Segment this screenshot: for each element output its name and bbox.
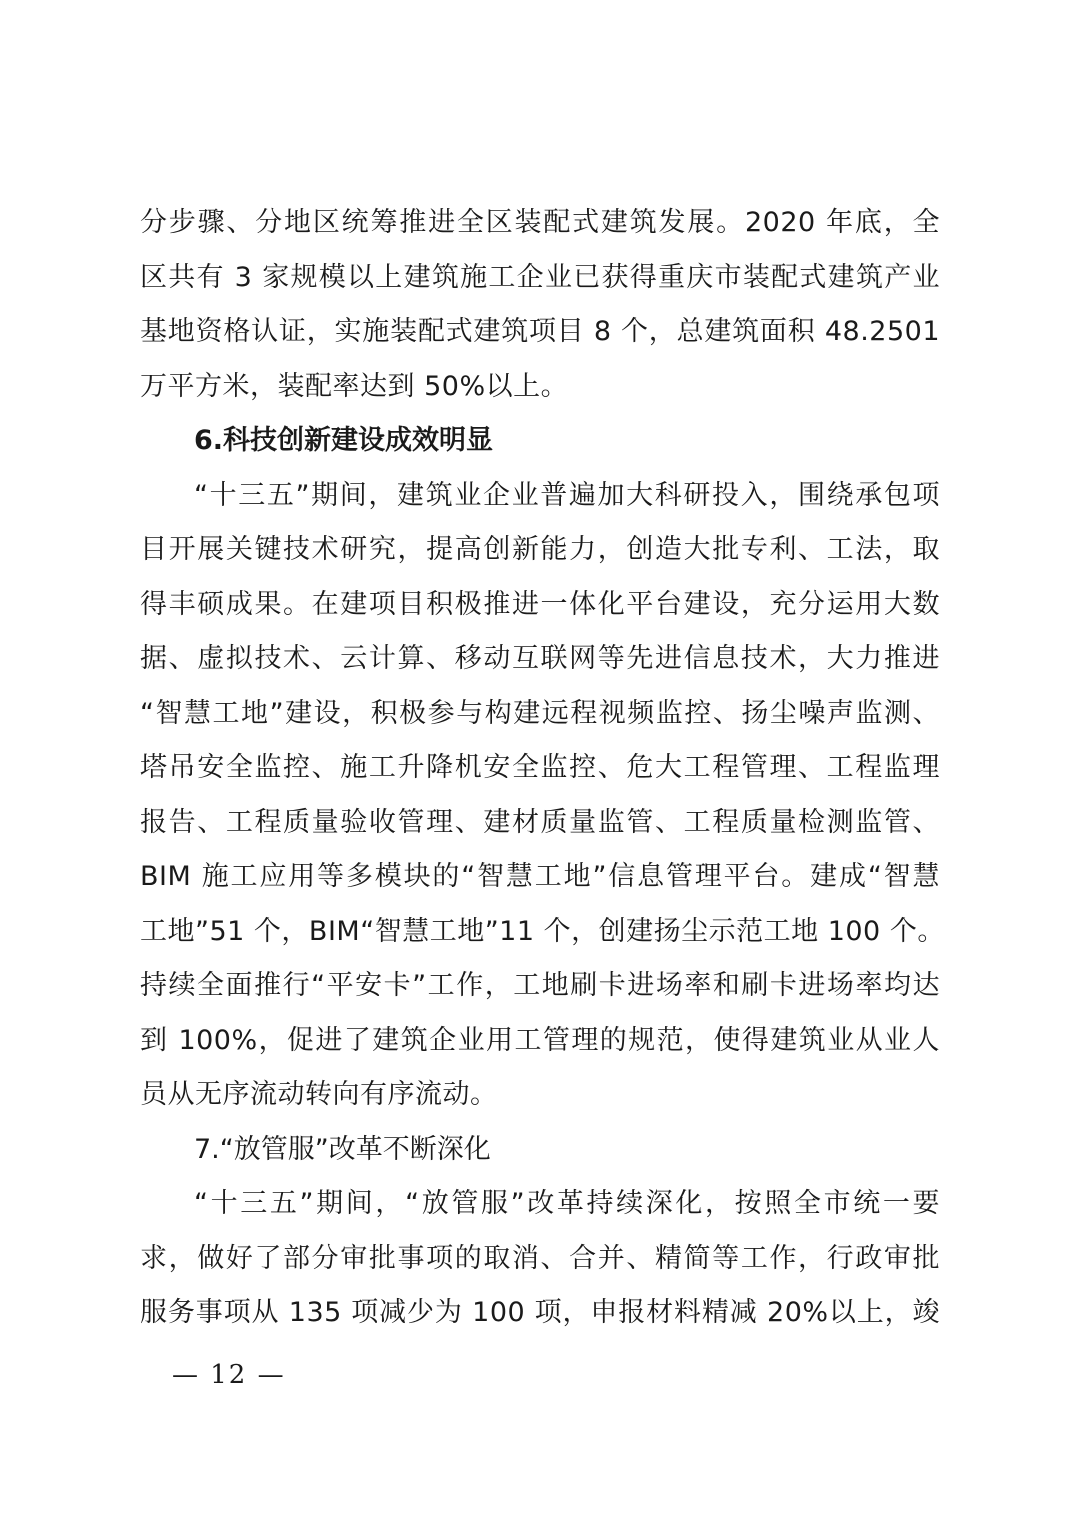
text-line: 求，做好了部分审批事项的取消、合并、精简等工作，行政审批: [140, 1242, 940, 1274]
text-line: 服务事项从 135 项减少为 100 项，申报材料精减 20%以上，竣: [140, 1297, 940, 1328]
text-line: 塔吊安全监控、施工升降机安全监控、危大工程管理、工程监理: [140, 752, 940, 783]
text-line: “十三五”期间，建筑业企业普遍加大科研投入，围绕承包项: [194, 479, 940, 511]
paragraph-tech-innovation: [140, 469, 945, 1123]
text-line: 区共有 3 家规模以上建筑施工企业已获得重庆市装配式建筑产业: [140, 261, 940, 293]
text-line: 得丰硕成果。在建项目积极推进一体化平台建设，充分运用大数: [140, 588, 940, 620]
page-number: — 12 —: [172, 1360, 286, 1390]
text-line: 目开展关键技术研究，提高创新能力，创造大批专利、工法，取: [140, 534, 940, 565]
text-line: 报告、工程质量验收管理、建材质量监管、工程质量检测监管、: [140, 806, 940, 838]
paragraph-assembly-building: [140, 196, 940, 414]
section-heading-6: 6.科技创新建设成效明显: [194, 425, 494, 456]
text-line: 基地资格认证，实施装配式建筑项目 8 个，总建筑面积 48.2501: [140, 316, 940, 347]
text-line: “十三五”期间，“放管服”改革持续深化，按照全市统一要: [194, 1188, 940, 1219]
document-body: [140, 196, 945, 1341]
text-line: 员从无序流动转向有序流动。: [140, 1079, 498, 1110]
text-line: “智慧工地”建设，积极参与构建远程视频监控、扬尘噪声监测、: [140, 697, 940, 729]
text-line: 分步骤、分地区统筹推进全区装配式建筑发展。2020 年底，全: [140, 207, 940, 238]
text-line: 万平方米，装配率达到 50%以上。: [140, 370, 569, 402]
text-line: 工地”51 个，BIM“智慧工地”11 个，创建扬尘示范工地 100 个。: [140, 915, 945, 947]
text-line: 持续全面推行“平安卡”工作，工地刷卡进场率和刷卡进场率均达: [140, 970, 940, 1001]
text-line: BIM 施工应用等多模块的“智慧工地”信息管理平台。建成“智慧: [140, 861, 940, 892]
text-line: 到 100%，促进了建筑企业用工管理的规范，使得建筑业从业人: [140, 1024, 940, 1056]
text-line: 据、虚拟技术、云计算、移动互联网等先进信息技术，大力推进: [140, 643, 940, 674]
paragraph-reform: [140, 1177, 940, 1341]
section-heading-7: 7.“放管服”改革不断深化: [194, 1133, 491, 1165]
